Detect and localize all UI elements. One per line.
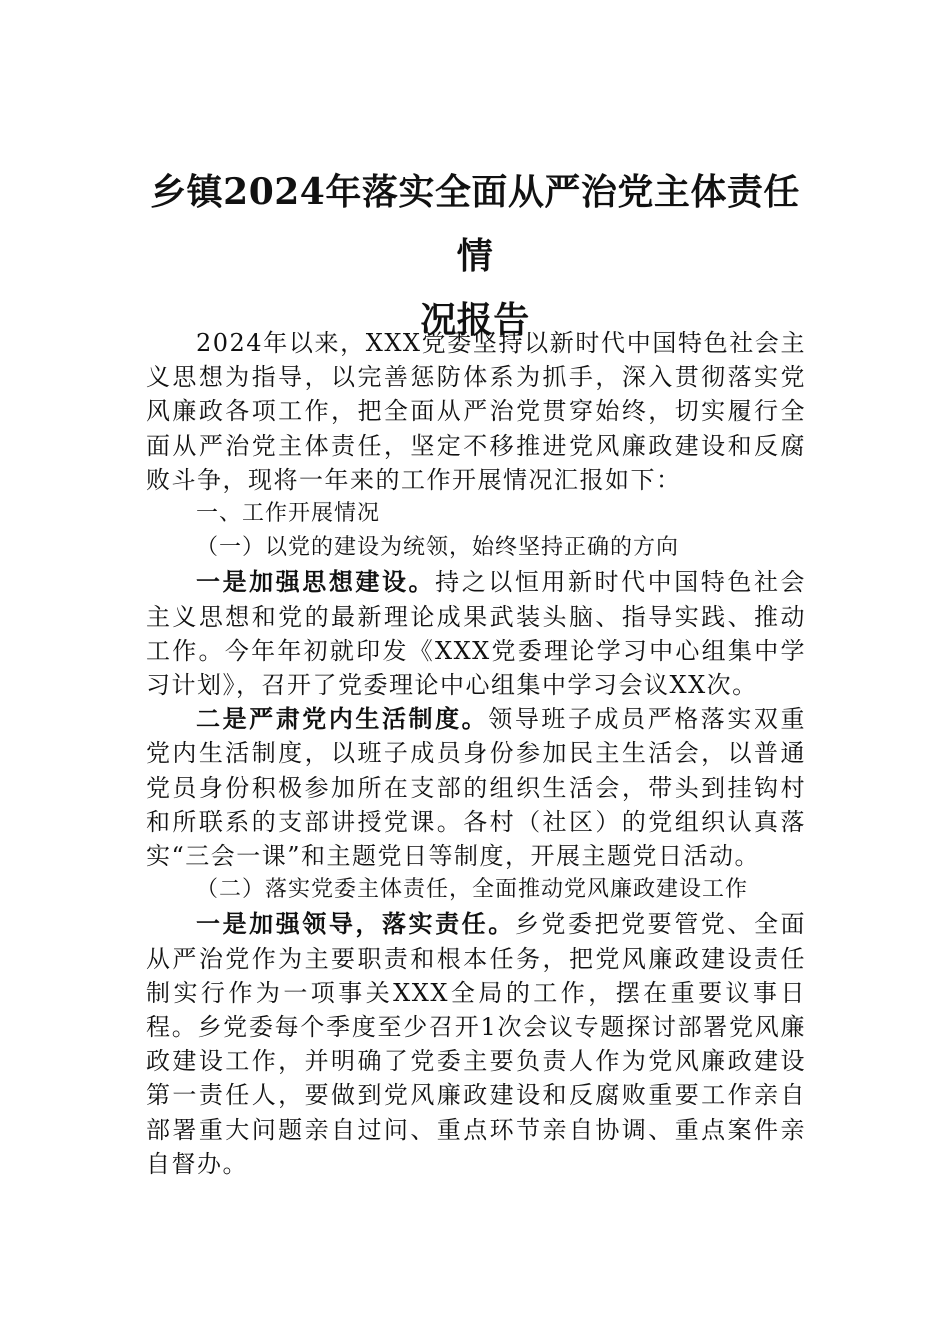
paragraph-text: 领导班子成员严格落实双重党内生活制度，以班子成员身份参加民主生活会，以普通党员身份积极参加所在支部的组织生活会，带头到挂钩村和所联系的支部讲授党课。各村（社区）的党组织认真落实“三会一课”和主题党日等制度，开展主题党日活动。: [146, 705, 806, 871]
paragraph-leadership: [146, 907, 806, 1181]
paragraph-thought-building: [146, 565, 806, 702]
paragraph-party-life: [146, 702, 806, 873]
paragraph-lead: 一是加强思想建设。: [196, 568, 436, 597]
section-heading-1: 一、工作开展情况: [196, 501, 381, 527]
paragraph-text: 持之以恒用新时代中国特色社会主义思想和党的最新理论成果武装头脑、指导实践、推动工作。今年年初就印发《XXX党委理论学习中心组集中学习计划》，召开了党委理论中心组集中学习会议XX次。: [146, 568, 807, 700]
title-line-2: 况报告: [420, 299, 530, 341]
paragraph-lead: 二是严肃党内生活制度。: [196, 705, 489, 734]
paragraph-text: 乡党委把党要管党、全面从严治党作为主要职责和根本任务，把党风廉政建设责任制实行作为一项事关XXX全局的工作，摆在重要议事日程。乡党委每个季度至少召开1次会议专题探讨部署党风廉政建设工作，并明确了党委主要负责人作为党风廉政建设第一责任人，要做到党风廉政建设和反腐败重要工作亲自部署重大问题亲自过问、重点环节亲自协调、重点案件亲自督办。: [146, 910, 807, 1178]
document-title: [140, 160, 810, 352]
document-body: [146, 326, 806, 1181]
intro-paragraph: 2024年以来，XXX党委坚持以新时代中国特色社会主义思想为指导，以完善惩防体系为抓手，深入贯彻落实党风廉政各项工作，把全面从严治党贯穿始终，切实履行全面从严治党主体责任，坚定不移推进党风廉政建设和反腐败斗争，现将一年来的工作开展情况汇报如下：: [146, 329, 806, 494]
sub-heading-2: （二）落实党委主体责任，全面推动党风廉政建设工作: [196, 877, 749, 903]
title-line-1: 乡镇2024年落实全面从严治党主体责任情: [150, 171, 800, 277]
paragraph-lead: 一是加强领导，落实责任。: [196, 910, 515, 939]
sub-heading-1: （一）以党的建设为统领，始终坚持正确的方向: [196, 535, 680, 561]
